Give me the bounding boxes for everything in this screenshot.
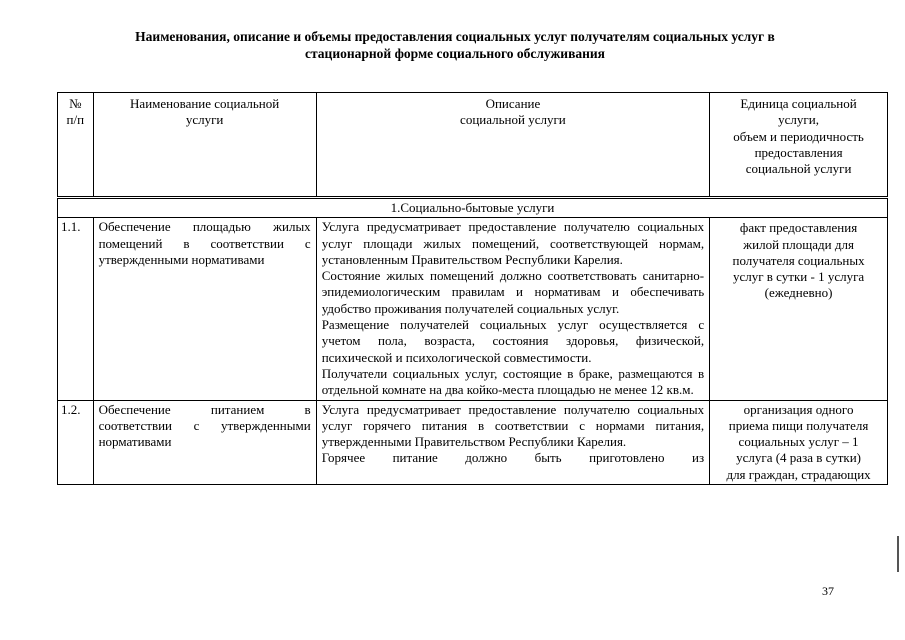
- row-description: [316, 218, 709, 400]
- header-unit: Единица социальной услуги, объем и периодичность предоставления социальной услуги: [710, 93, 888, 198]
- row-unit: факт предоставления жилой площади для получателя социальных услуг в сутки - 1 услуга (ежедневно): [710, 218, 888, 400]
- description-paragraph: Услуга предусматривает предоставление получателю социальных услуг горячего питания в соответствии с нормами питания, утвержденными Правительством Республики Карелия.: [321, 401, 705, 450]
- page-title: [60, 28, 850, 62]
- table-header-row: [58, 93, 888, 198]
- description-paragraph: Получатели социальных услуг, состоящие в браке, размещаются в отдельной комнате на два койко-места площадью не менее 12 кв.м.: [321, 365, 705, 398]
- header-service-name: Наименование социальной услуги: [93, 93, 316, 198]
- scan-edge-mark: [897, 536, 899, 572]
- row-service-name: Обеспечение питанием в соответствии с утвержденными нормативами: [93, 400, 316, 484]
- row-unit: организация одного приема пищи получателя социальных услуг – 1 услуга (4 раза в сутки) для граждан, страдающих: [710, 400, 888, 484]
- header-number: № п/п: [58, 93, 94, 198]
- services-table: [57, 92, 888, 485]
- row-number: 1.2.: [58, 400, 94, 484]
- page-title-line-1: Наименования, описание и объемы предоставления социальных услуг получателям социальных услуг в: [135, 29, 775, 44]
- table-row: [58, 218, 888, 400]
- description-paragraph: Состояние жилых помещений должно соответствовать санитарно-эпидемиологическим правилам и нормативам и обеспечивать удобство проживания получателей социальных услуг.: [321, 268, 705, 316]
- row-service-name: Обеспечение площадью жилых помещений в соответствии с утвержденными нормативами: [93, 218, 316, 400]
- row-number: 1.1.: [58, 218, 94, 400]
- description-paragraph: Размещение получателей социальных услуг осуществляется с учетом пола, возраста, состояния здоровья, физической, психической и психологической совместимости.: [321, 317, 705, 365]
- description-paragraph: Услуга предусматривает предоставление получателю социальных услуг площади жилых помещений, соответствующей нормам, установленным Правительством Республики Карелия.: [321, 219, 705, 267]
- description-paragraph: Горячее питание должно быть приготовлено из: [321, 450, 705, 466]
- table-row: [58, 400, 888, 484]
- section-row: [58, 198, 888, 218]
- page-number: 37: [822, 584, 834, 598]
- page-title-line-2: стационарной форме социального обслуживания: [305, 46, 605, 61]
- header-description: Описание социальной услуги: [316, 93, 709, 198]
- section-title: 1.Социально-бытовые услуги: [58, 198, 888, 218]
- row-description: [316, 400, 709, 484]
